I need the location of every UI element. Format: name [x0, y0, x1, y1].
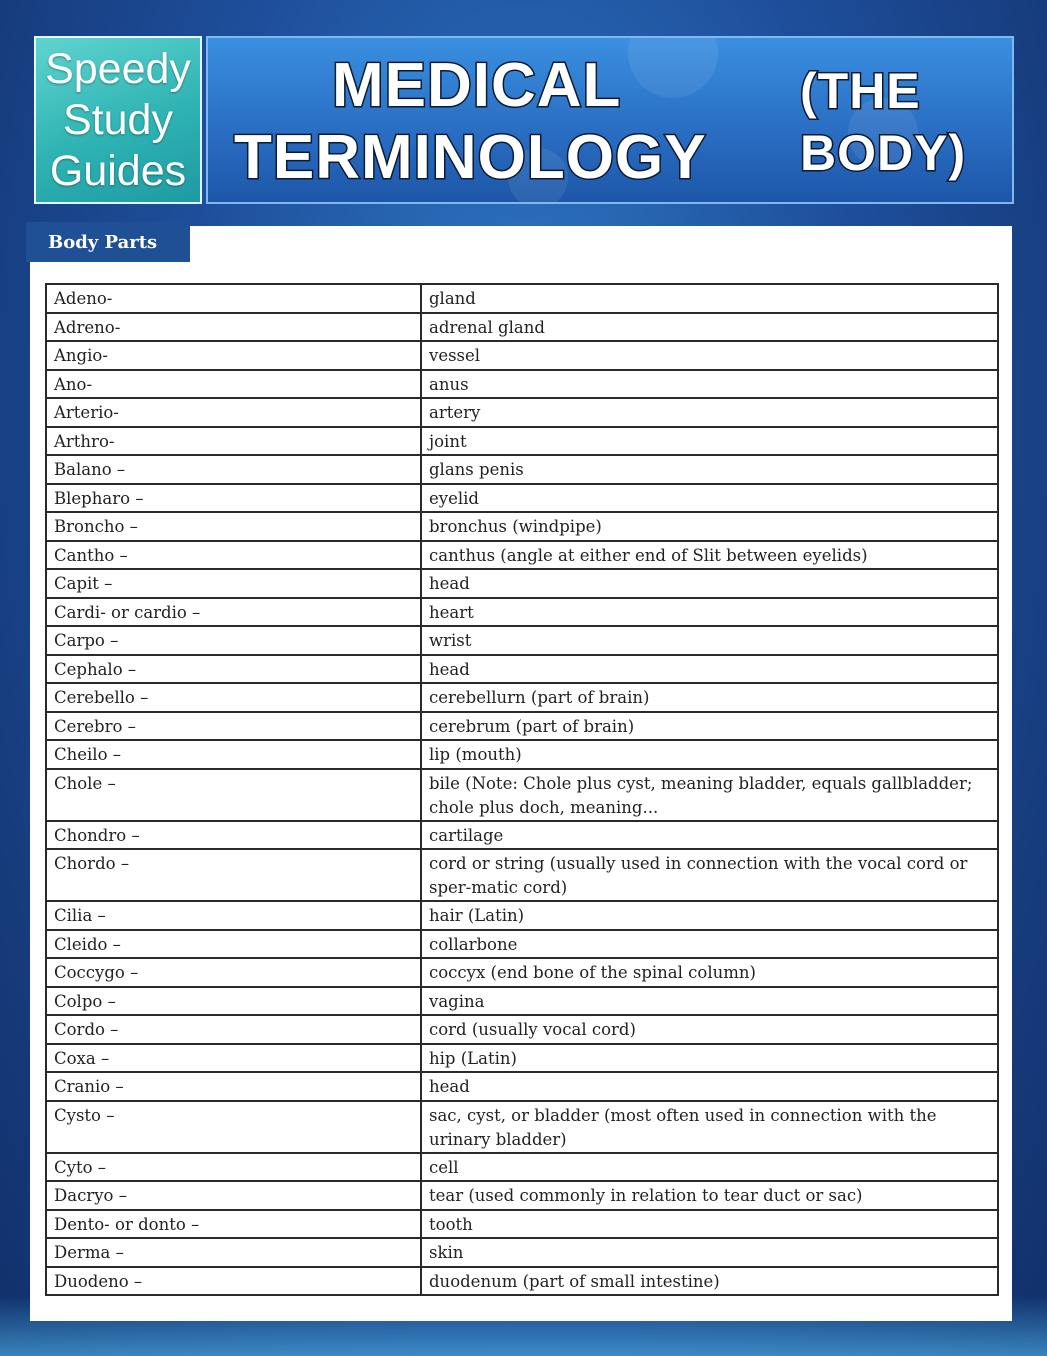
term-cell: Coccygo –: [46, 958, 421, 987]
meaning-cell: hip (Latin): [421, 1044, 998, 1073]
page-title-line2: TERMINOLOGY: [234, 123, 707, 192]
meaning-cell: cartilage: [421, 821, 998, 850]
table-row: [46, 769, 998, 821]
table-row: [46, 484, 998, 513]
page-subtitle-line1: (THE: [800, 63, 921, 119]
table-row: [46, 1210, 998, 1239]
table-row: [46, 1044, 998, 1073]
page-subtitle-line2: BODY): [800, 125, 967, 181]
term-cell: Chole –: [46, 769, 421, 821]
term-cell: Cephalo –: [46, 655, 421, 684]
table-row: [46, 313, 998, 342]
meaning-cell: heart: [421, 598, 998, 627]
meaning-cell: gland: [421, 284, 998, 313]
meaning-cell: joint: [421, 427, 998, 456]
table-row: [46, 284, 998, 313]
logo-line: Guides: [49, 146, 187, 195]
meaning-cell: head: [421, 1072, 998, 1101]
table-row: [46, 1101, 998, 1153]
term-cell: Arthro-: [46, 427, 421, 456]
meaning-cell: cell: [421, 1153, 998, 1182]
meaning-cell: artery: [421, 398, 998, 427]
meaning-cell: vagina: [421, 987, 998, 1016]
meaning-cell: head: [421, 655, 998, 684]
table-row: [46, 598, 998, 627]
table-row: [46, 1153, 998, 1182]
section-tab-body-parts: Body Parts: [26, 222, 190, 262]
meaning-cell: bile (Note: Chole plus cyst, meaning bladder, equals gallbladder; chole plus doch, meaning...: [421, 769, 998, 821]
table-row: [46, 1238, 998, 1267]
meaning-cell: skin: [421, 1238, 998, 1267]
term-cell: Duodeno –: [46, 1267, 421, 1296]
term-cell: Cysto –: [46, 1101, 421, 1153]
table-row: [46, 1015, 998, 1044]
terminology-table: [45, 283, 999, 1296]
meaning-cell: tooth: [421, 1210, 998, 1239]
table-row: [46, 987, 998, 1016]
term-cell: Cordo –: [46, 1015, 421, 1044]
table-row: [46, 740, 998, 769]
term-cell: Adreno-: [46, 313, 421, 342]
term-cell: Cantho –: [46, 541, 421, 570]
meaning-cell: sac, cyst, or bladder (most often used in connection with the urinary bladder): [421, 1101, 998, 1153]
logo-line: Speedy: [45, 44, 191, 93]
table-row: [46, 427, 998, 456]
table-row: [46, 626, 998, 655]
meaning-cell: lip (mouth): [421, 740, 998, 769]
page-title-line1: MEDICAL: [332, 51, 622, 120]
table-row: [46, 849, 998, 901]
term-cell: Capit –: [46, 569, 421, 598]
term-cell: Chordo –: [46, 849, 421, 901]
meaning-cell: adrenal gland: [421, 313, 998, 342]
term-cell: Coxa –: [46, 1044, 421, 1073]
meaning-cell: bronchus (windpipe): [421, 512, 998, 541]
term-cell: Adeno-: [46, 284, 421, 313]
term-cell: Cerebro –: [46, 712, 421, 741]
table-row: [46, 821, 998, 850]
term-cell: Cardi- or cardio –: [46, 598, 421, 627]
meaning-cell: wrist: [421, 626, 998, 655]
table-row: [46, 512, 998, 541]
term-cell: Broncho –: [46, 512, 421, 541]
meaning-cell: coccyx (end bone of the spinal column): [421, 958, 998, 987]
term-cell: Dento- or donto –: [46, 1210, 421, 1239]
meaning-cell: vessel: [421, 341, 998, 370]
meaning-cell: duodenum (part of small intestine): [421, 1267, 998, 1296]
term-cell: Angio-: [46, 341, 421, 370]
term-cell: Cyto –: [46, 1153, 421, 1182]
meaning-cell: cord or string (usually used in connection with the vocal cord or sper-matic cord): [421, 849, 998, 901]
table-row: [46, 655, 998, 684]
term-cell: Cerebello –: [46, 683, 421, 712]
term-cell: Cranio –: [46, 1072, 421, 1101]
term-cell: Cilia –: [46, 901, 421, 930]
table-row: [46, 370, 998, 399]
terminology-table-body: [46, 284, 998, 1295]
term-cell: Ano-: [46, 370, 421, 399]
meaning-cell: tear (used commonly in relation to tear duct or sac): [421, 1181, 998, 1210]
table-row: [46, 398, 998, 427]
term-cell: Balano –: [46, 455, 421, 484]
meaning-cell: head: [421, 569, 998, 598]
term-cell: Colpo –: [46, 987, 421, 1016]
table-row: [46, 455, 998, 484]
meaning-cell: eyelid: [421, 484, 998, 513]
table-row: [46, 930, 998, 959]
meaning-cell: anus: [421, 370, 998, 399]
term-cell: Dacryo –: [46, 1181, 421, 1210]
table-row: [46, 958, 998, 987]
table-row: [46, 1181, 998, 1210]
meaning-cell: hair (Latin): [421, 901, 998, 930]
table-row: [46, 1267, 998, 1296]
term-cell: Carpo –: [46, 626, 421, 655]
table-row: [46, 683, 998, 712]
table-row: [46, 901, 998, 930]
title-banner: [206, 36, 1014, 204]
meaning-cell: cerebellurn (part of brain): [421, 683, 998, 712]
meaning-cell: cerebrum (part of brain): [421, 712, 998, 741]
meaning-cell: glans penis: [421, 455, 998, 484]
logo-line: Study: [63, 95, 173, 144]
table-row: [46, 1072, 998, 1101]
term-cell: Arterio-: [46, 398, 421, 427]
table-row: [46, 341, 998, 370]
speedy-study-guides-logo: [34, 36, 202, 204]
term-cell: Cleido –: [46, 930, 421, 959]
table-row: [46, 569, 998, 598]
term-cell: Blepharo –: [46, 484, 421, 513]
meaning-cell: cord (usually vocal cord): [421, 1015, 998, 1044]
table-row: [46, 712, 998, 741]
meaning-cell: collarbone: [421, 930, 998, 959]
meaning-cell: canthus (angle at either end of Slit between eyelids): [421, 541, 998, 570]
term-cell: Cheilo –: [46, 740, 421, 769]
term-cell: Chondro –: [46, 821, 421, 850]
term-cell: Derma –: [46, 1238, 421, 1267]
table-row: [46, 541, 998, 570]
